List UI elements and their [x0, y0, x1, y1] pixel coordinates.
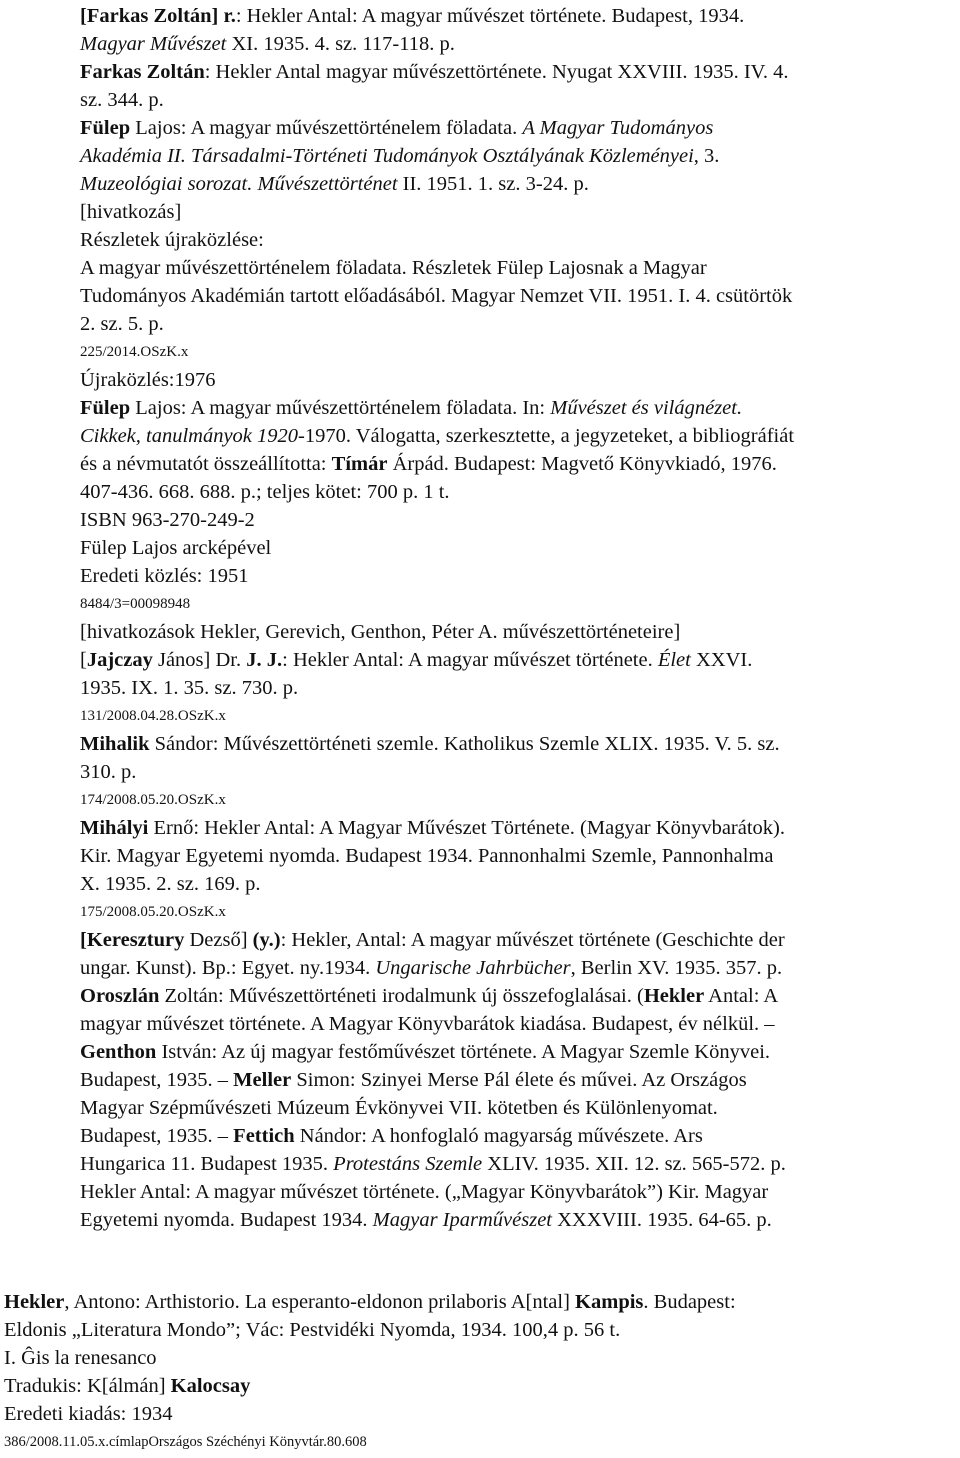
- citation-line: Hekler Antal: A magyar művészet története. („Magyar Könyvbarátok”) Kir. Magyar: [80, 1181, 769, 1203]
- citation-line: Hungarica 11. Budapest 1935. Protestáns Szemle XLIV. 1935. XII. 12. sz. 565-572. p.: [80, 1153, 786, 1175]
- citation-line: Oroszlán Zoltán: Művészettörténeti irodalmunk új összefoglalásai. (Hekler Antal: A: [80, 985, 779, 1007]
- catalog-id: 225/2014.OSzK.x: [80, 344, 189, 360]
- citation-line: Hekler, Antono: Arthistorio. La esperanto-eldonon prilaboris A[ntal] Kampis. Budapest:: [4, 1291, 736, 1313]
- citation-line: 2. sz. 5. p.: [80, 313, 164, 335]
- citation-line: 310. p.: [80, 761, 137, 783]
- citation-line: [Keresztury Dezső] (y.): Hekler, Antal: A magyar művészet története (Geschichte der: [80, 929, 785, 951]
- catalog-id: 386/2008.11.05.x.címlapOrszágos Széchényi Könyvtár.80.608: [4, 1434, 367, 1450]
- catalog-id: 131/2008.04.28.OSzK.x: [80, 708, 226, 724]
- citation-line: Muzeológiai sorozat. Művészettörténet II. 1951. 1. sz. 3-24. p.: [80, 173, 589, 195]
- citation-line: X. 1935. 2. sz. 169. p.: [80, 873, 261, 895]
- citation-line: A magyar művészettörténelem föladata. Részletek Fülep Lajosnak a Magyar: [80, 257, 707, 279]
- citation-line: Részletek újraközlése:: [80, 229, 264, 251]
- citation-line: ungar. Kunst). Bp.: Egyet. ny.1934. Ungarische Jahrbücher, Berlin XV. 1935. 357. p.: [80, 957, 783, 979]
- citation-line: 407-436. 668. 688. p.; teljes kötet: 700 p. 1 t.: [80, 481, 450, 503]
- citation-line: Eldonis „Literatura Mondo”; Vác: Pestvidéki Nyomda, 1934. 100,4 p. 56 t.: [4, 1319, 621, 1341]
- citation-line: Budapest, 1935. – Fettich Nándor: A honfoglaló magyarság művészete. Ars: [80, 1125, 703, 1147]
- citation-line: Mihalik Sándor: Művészettörténeti szemle. Katholikus Szemle XLIX. 1935. V. 5. sz.: [80, 733, 780, 755]
- citation-line: Tradukis: K[álmán] Kalocsay: [4, 1375, 251, 1397]
- citation-line: Újraközlés:1976: [80, 369, 216, 391]
- citation-line: Kir. Magyar Egyetemi nyomda. Budapest 1934. Pannonhalmi Szemle, Pannonhalma: [80, 845, 774, 867]
- citation-line: Akadémia II. Társadalmi-Történeti Tudományok Osztályának Közleményei, 3.: [80, 145, 720, 167]
- citation-line: Farkas Zoltán: Hekler Antal magyar művészettörténete. Nyugat XXVIII. 1935. IV. 4.: [80, 61, 789, 83]
- citation-line: [Jajczay János] Dr. J. J.: Hekler Antal: A magyar művészet története. Élet XXVI.: [80, 649, 753, 671]
- citation-line: 1935. IX. 1. 35. sz. 730. p.: [80, 677, 299, 699]
- citation-line: Magyar Szépművészeti Múzeum Évkönyvei VII. kötetben és Különlenyomat.: [80, 1097, 718, 1119]
- catalog-id: 175/2008.05.20.OSzK.x: [80, 904, 226, 920]
- citation-line: Magyar Művészet XI. 1935. 4. sz. 117-118. p.: [80, 33, 455, 55]
- citation-line: Fülep Lajos: A magyar művészettörténelem föladata. In: Művészet és világnézet.: [80, 397, 743, 419]
- citation-line: Mihályi Ernő: Hekler Antal: A Magyar Művészet Története. (Magyar Könyvbarátok).: [80, 817, 785, 839]
- catalog-id: 174/2008.05.20.OSzK.x: [80, 792, 226, 808]
- citation-line: [Farkas Zoltán] r.: Hekler Antal: A magyar művészet története. Budapest, 1934.: [80, 5, 745, 27]
- citation-line: Eredeti közlés: 1951: [80, 565, 249, 587]
- citation-line: [hivatkozások Hekler, Gerevich, Genthon, Péter A. művészettörténeteire]: [80, 621, 681, 643]
- citation-line: sz. 344. p.: [80, 89, 164, 111]
- catalog-id: 8484/3=00098948: [80, 596, 191, 612]
- citation-line: Tudományos Akadémián tartott előadásából. Magyar Nemzet VII. 1951. I. 4. csütörtök: [80, 285, 793, 307]
- citation-line: Genthon István: Az új magyar festőművészet története. A Magyar Szemle Könyvei.: [80, 1041, 771, 1063]
- citation-line: Eredeti kiadás: 1934: [4, 1403, 173, 1425]
- citation-line: Fülep Lajos arcképével: [80, 537, 272, 559]
- citation-line: Budapest, 1935. – Meller Simon: Szinyei Merse Pál élete és művei. Az Országos: [80, 1069, 747, 1091]
- citation-line: Cikkek, tanulmányok 1920-1970. Válogatta, szerkesztette, a jegyzeteket, a bibliográfiát: [80, 425, 795, 447]
- citation-line: [hivatkozás]: [80, 201, 182, 223]
- citation-line: és a névmutatót összeállította: Tímár Árpád. Budapest: Magvető Könyvkiadó, 1976.: [80, 453, 777, 475]
- citation-line: Egyetemi nyomda. Budapest 1934. Magyar Iparművészet XXXVIII. 1935. 64-65. p.: [80, 1209, 772, 1231]
- citation-line: Fülep Lajos: A magyar művészettörténelem föladata. A Magyar Tudományos: [80, 117, 714, 139]
- citation-line: magyar művészet története. A Magyar Könyvbarátok kiadása. Budapest, év nélkül. –: [80, 1013, 775, 1035]
- citation-line: ISBN 963-270-249-2: [80, 509, 255, 531]
- citation-line: I. Ĝis la renesanco: [4, 1347, 157, 1369]
